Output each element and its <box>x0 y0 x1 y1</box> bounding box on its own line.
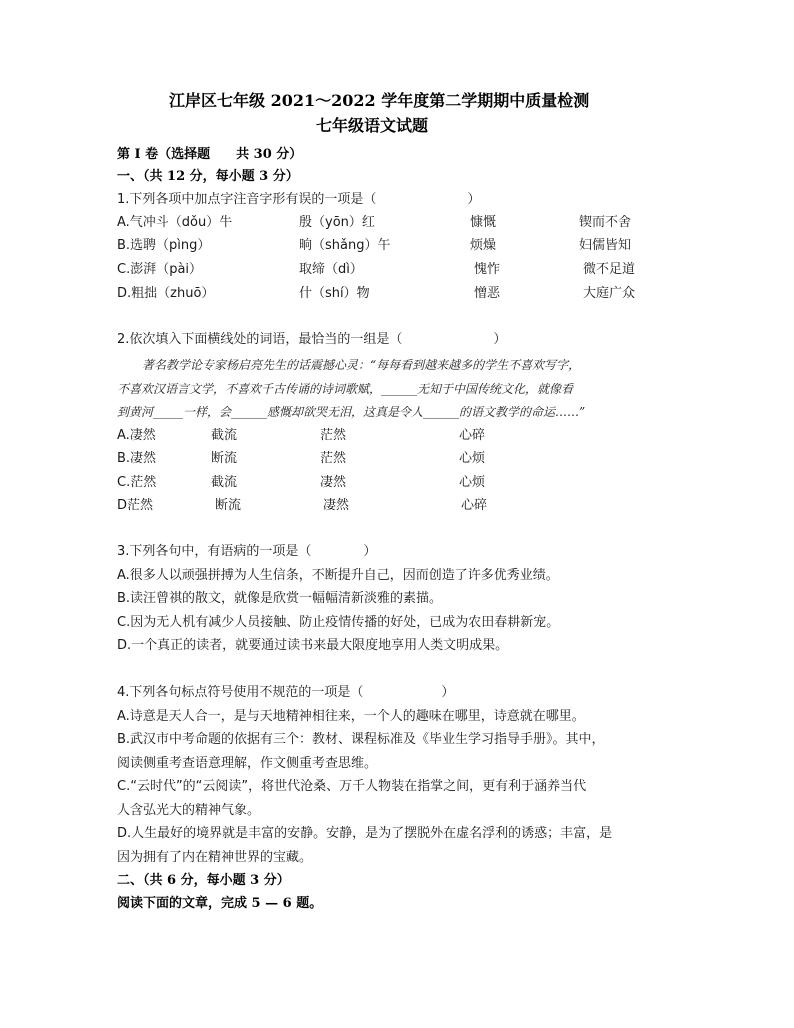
question-2-passage-line3: 到黄河_____一样，会______感慨却欲哭无泪，这真是令人______的语文教学的命运……” <box>117 405 586 419</box>
q1-option-b-col3: 烦燥 <box>470 238 497 253</box>
q1-option-d-col4: 大庭广众 <box>583 286 636 301</box>
q1-option-c-col4: 微不足道 <box>583 262 636 277</box>
q4-option-c-line2: 人含弘光大的精神气象。 <box>117 803 261 818</box>
q1-option-d-col2: 什（shí）物 <box>299 286 370 301</box>
q2-option-c-col3: 凄然 <box>320 475 347 490</box>
q1-option-d-col1: D.粗拙（zhuō） <box>117 286 215 301</box>
section-two-heading: 二、（共 6 分，每小题 3 分） <box>117 873 290 888</box>
question-4-stem: 4.下列各句标点符号使用不规范的一项是（ ） <box>117 685 455 700</box>
q2-option-d-col2: 断流 <box>215 498 242 513</box>
q1-option-b-col1: B.选聘（pìng） <box>117 238 211 253</box>
q4-option-d-line2: 因为拥有了内在精神世界的宝藏。 <box>117 850 313 865</box>
q3-option-a: A.很多人以顽强拼搏为人生信条，不断提升自己，因而创造了许多优秀业绩。 <box>117 568 559 583</box>
q4-option-a: A.诗意是天人合一，是与天地精神相往来，一个人的趣味在哪里，诗意就在哪里。 <box>117 709 585 724</box>
q1-option-a-col3: 慷慨 <box>470 215 497 230</box>
q2-option-b-col1: B.凄然 <box>117 451 157 466</box>
exam-subtitle: 七年级语文试题 <box>316 116 429 135</box>
q3-option-c: C.因为无人机有减少人员接触、防止疫情传播的好处，已成为农田春耕新宠。 <box>117 615 560 630</box>
q2-option-b-col3: 茫然 <box>320 451 347 466</box>
q1-option-c-col2: 取缔（dì） <box>299 262 363 277</box>
reading-instruction: 阅读下面的文章，完成 5 — 6 题。 <box>117 896 323 911</box>
q1-option-d-col3: 憎恶 <box>474 286 501 301</box>
q2-option-c-col2: 截流 <box>211 475 238 490</box>
q1-option-c-col1: C.澎湃（pài） <box>117 262 203 277</box>
question-1-stem: 1.下列各项中加点字注音字形有误的一项是（ ） <box>117 192 481 207</box>
q2-option-a-col1: A.凄然 <box>117 428 156 443</box>
q2-option-c-col4: 心烦 <box>459 475 486 490</box>
q3-option-d: D.一个真正的读者，就要通过读书来最大限度地享用人类文明成果。 <box>117 638 509 653</box>
q2-option-a-col3: 茫然 <box>320 428 347 443</box>
q2-option-d-col1: D茫然 <box>117 498 154 513</box>
q1-option-a-col1: A.气冲斗（dǒu）牛 <box>117 215 233 230</box>
q4-option-c-line1: C.“云时代”的“云阅读”，将世代沧桑、万千人物装在指掌之间，更有利于涵养当代 <box>117 779 587 794</box>
q3-option-b: B.读汪曾祺的散文，就像是欣赏一幅幅清新淡雅的素描。 <box>117 591 443 606</box>
q1-option-b-col2: 晌（shǎng）午 <box>299 238 391 253</box>
q2-option-d-col4: 心碎 <box>461 498 488 513</box>
q2-option-c-col1: C.茫然 <box>117 475 157 490</box>
q4-option-b-line2: 阅读侧重考查语意理解，作文侧重考查思维。 <box>117 756 378 771</box>
q1-option-c-col3: 愧怍 <box>474 262 501 277</box>
q2-option-b-col4: 心烦 <box>459 451 486 466</box>
question-3-stem: 3.下列各句中，有语病的一项是（ ） <box>117 544 377 559</box>
question-2-passage-line2: 不喜欢汉语言文学，不喜欢千古传诵的诗词歌赋，______无知于中国传统文化，就像看 <box>117 382 574 396</box>
q1-option-a-col2: 殷（yōn）红 <box>299 215 375 230</box>
q1-option-b-col4: 妇儒皆知 <box>579 238 632 253</box>
q2-option-a-col2: 截流 <box>211 428 238 443</box>
question-2-stem: 2.依次填入下面横线处的词语，最恰当的一组是（ ） <box>117 332 507 347</box>
exam-title: 江岸区七年级 2021～2022 学年度第二学期期中质量检测 <box>169 91 590 110</box>
question-2-passage-line1: 著名教学论专家杨启亮先生的话震撼心灵：“每每看到越来越多的学生不喜欢写字， <box>142 358 581 372</box>
q2-option-a-col4: 心碎 <box>459 428 486 443</box>
part-one-heading: 第 I 卷（选择题 共 30 分） <box>117 147 303 162</box>
q4-option-b-line1: B.武汉市中考命题的依据有三个：教材、课程标准及《毕业生学习指导手册》。其中， <box>117 732 605 747</box>
q2-option-b-col2: 断流 <box>211 451 238 466</box>
section-one-heading: 一、（共 12 分，每小题 3 分） <box>117 169 299 184</box>
q1-option-a-col4: 锲而不舍 <box>579 215 632 230</box>
q2-option-d-col3: 凄然 <box>323 498 350 513</box>
q4-option-d-line1: D.人生最好的境界就是丰富的安静。安静，是为了摆脱外在虚名浮利的诱惑；丰富，是 <box>117 826 613 841</box>
